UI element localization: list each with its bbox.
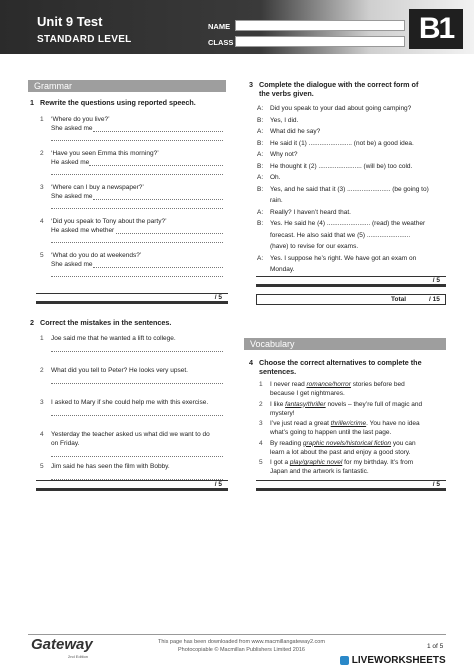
q1-answer-line[interactable] (89, 165, 223, 166)
q4-item-line-2: because I get nightmares. (270, 390, 345, 397)
q4-item-line-2: mystery! (270, 409, 295, 417)
gateway-logo: Gateway (31, 636, 93, 653)
class-label: CLASS (208, 38, 234, 47)
dialogue-line: Oh. (270, 174, 281, 181)
q2-answer-line[interactable] (51, 415, 223, 416)
q2-answer-line[interactable] (51, 383, 223, 384)
total-score: / 15 (429, 296, 440, 303)
dialogue-line: Yes. He said he (4) ........................ (read) the weather (270, 220, 426, 227)
total-label: Total (391, 296, 407, 303)
total-box (256, 294, 446, 305)
q4-item-number: 5 (259, 459, 263, 466)
q4-item-number: 1 (259, 381, 263, 388)
q1-item-question: ‘What do you do at weekends?’ (51, 252, 142, 259)
dialogue-line: Monday. (270, 266, 295, 273)
q4-instruction: Choose the correct alternatives to complete the (259, 358, 422, 367)
q4-item-text: stories before bed (350, 381, 405, 388)
name-field[interactable] (235, 20, 405, 31)
q1-item-prompt: She asked me (51, 193, 93, 200)
q1-item-prompt: He asked me whether (51, 227, 115, 234)
q1-answer-line[interactable] (93, 199, 223, 200)
q4-score: / 5 (256, 480, 446, 491)
q4-item-line-2: Japan and the artwork is fantastic. (270, 468, 369, 475)
q1-instruction: Rewrite the questions using reported speech. (40, 98, 196, 107)
q2-item-number: 2 (40, 367, 44, 374)
page-number: 1 of 5 (427, 643, 444, 650)
q4-alternatives[interactable]: play/graphic novel (289, 459, 343, 466)
q4-item-text: . You have no idea (366, 420, 420, 427)
q2-item-number: 3 (40, 399, 44, 406)
q1-item-prompt: She asked me (51, 125, 93, 132)
q3-instruction: Complete the dialogue with the correct form of (259, 80, 419, 89)
q1-item-number: 4 (40, 218, 44, 225)
q2-instruction: Correct the mistakes in the sentences. (40, 318, 172, 327)
q2-item-sentence-2: on Friday. (51, 440, 80, 447)
q4-alternatives[interactable]: thriller/crime (330, 420, 367, 427)
q2-item-sentence: I asked to Mary if she could help me with this exercise. (51, 399, 209, 406)
q4-item-number: 3 (259, 420, 263, 427)
q1-answer-line[interactable] (51, 242, 223, 243)
q4-item-text: By reading (270, 439, 303, 447)
dialogue-line: (have) to revise for our exams. (270, 243, 359, 250)
liveworksheets-icon (340, 656, 349, 665)
unit-title: Unit 9 Test (37, 14, 103, 29)
q2-score: / 5 (36, 480, 228, 491)
q2-item-number: 5 (40, 463, 44, 470)
q1-item-prompt: She asked me (51, 261, 93, 268)
q1-number: 1 (30, 98, 34, 107)
q4-item-text: for my birthday. It’s from (342, 459, 414, 466)
q2-number: 2 (30, 318, 34, 327)
dialogue-speaker: B: (257, 116, 264, 124)
dialogue-speaker: B: (257, 185, 264, 193)
q3-number: 3 (249, 80, 253, 89)
q3-score: / 5 (256, 276, 446, 287)
q2-item-sentence: Yesterday the teacher asked us what did we want to do (51, 431, 210, 438)
q1-score: / 5 (36, 293, 228, 304)
edition-label: 2nd Edition (68, 654, 89, 659)
q1-answer-line[interactable] (93, 267, 223, 268)
q1-item-prompt: He asked me (51, 159, 90, 166)
liveworksheets-brand (340, 654, 462, 668)
q4-item-text: novels – they’re full of magic and (325, 400, 423, 408)
q4-item-number: 2 (259, 400, 263, 408)
q4-number: 4 (249, 358, 253, 367)
dialogue-line: rain. (270, 197, 283, 204)
q4-alternatives[interactable]: romance/horror (306, 381, 351, 388)
q4-item-text: I never read (270, 381, 307, 388)
dialogue-line: forecast. He also said that we (5) ........................ (270, 231, 411, 239)
dialogue-speaker: A: (257, 254, 264, 262)
class-field[interactable] (235, 36, 405, 47)
dialogue-speaker: B: (257, 220, 264, 227)
q4-item-line-2: learn a lot about the past and enjoy a good story. (270, 448, 411, 456)
q4-item-line (270, 419, 420, 428)
q4-alternatives[interactable]: graphic novels/historical fiction (302, 439, 392, 447)
q2-answer-line[interactable] (51, 351, 223, 352)
dialogue-line: What did he say? (270, 128, 321, 135)
q1-item-question: ‘Did you speak to Tony about the party?’ (51, 218, 167, 225)
q4-item-line-2: what’s going to happen until the last page. (270, 429, 392, 436)
footer-download-text: This page has been downloaded from www.macmillangateway2.com (158, 639, 325, 645)
q2-item-sentence: Joe said me that he wanted a lift to college. (51, 335, 176, 342)
footer-divider (28, 634, 446, 635)
level-label: STANDARD LEVEL (37, 34, 132, 45)
q4-item-line (270, 380, 405, 389)
q3-instruction-2: the verbs given. (259, 89, 314, 98)
liveworksheets-text: LIVEWORKSHEETS (351, 655, 446, 666)
dialogue-line: Why not? (270, 151, 298, 158)
dialogue-line: Yes. I suppose he’s right. We have got an exam on (270, 254, 417, 262)
dialogue-line: Yes, I did. (270, 116, 299, 124)
vocabulary-section-header: Vocabulary (244, 338, 446, 350)
q1-answer-line[interactable] (51, 276, 223, 277)
q4-item-line (270, 400, 422, 409)
footer-copyright: Photocopiable © Macmillan Publishers Limited 2016 (178, 647, 305, 653)
dialogue-line: He said it (1) ........................ (not be) a good idea. (270, 139, 414, 147)
dialogue-speaker: A: (257, 151, 264, 158)
q1-item-number: 1 (40, 116, 44, 123)
q1-item-question: ‘Where do you live?’ (51, 116, 110, 123)
q2-item-number: 4 (40, 431, 44, 438)
q4-alternatives[interactable]: fantasy/thriller (285, 400, 326, 408)
name-label: NAME (208, 22, 231, 31)
dialogue-speaker: A: (257, 105, 264, 112)
q1-item-number: 3 (40, 184, 44, 191)
q4-item-number: 4 (259, 439, 263, 447)
dialogue-line: Really? I haven’t heard that. (270, 208, 351, 216)
q1-item-number: 2 (40, 150, 44, 157)
q4-instruction-2: sentences. (259, 367, 297, 376)
level-badge: B1 (409, 9, 463, 49)
dialogue-line: Yes, and he said that it (3) ........................ (be going to) (270, 185, 429, 193)
q4-item-text: I like (270, 400, 286, 408)
grammar-section-header: Grammar (28, 80, 226, 92)
dialogue-speaker: A: (257, 128, 264, 135)
q1-answer-line[interactable] (116, 233, 223, 234)
q1-item-question: ‘Where can I buy a newspaper?’ (51, 184, 144, 191)
q4-item-text: you can (391, 439, 416, 447)
q4-item-text: I got a (270, 459, 290, 466)
dialogue-speaker: A: (257, 174, 264, 181)
q1-answer-line[interactable] (51, 208, 223, 209)
q2-item-sentence: What did you tell to Peter? He looks very upset. (51, 367, 188, 374)
q2-item-sentence: Jim said he has seen the film with Bobby. (51, 463, 170, 470)
q1-answer-line[interactable] (93, 131, 223, 132)
q4-item-line (270, 458, 413, 467)
dialogue-speaker: B: (257, 139, 264, 147)
dialogue-speaker: B: (257, 162, 264, 170)
q1-item-number: 5 (40, 252, 44, 259)
q1-item-question: ‘Have you seen Emma this morning?’ (51, 150, 159, 157)
q2-item-number: 1 (40, 335, 44, 342)
header-banner (0, 0, 474, 54)
q1-answer-line[interactable] (51, 174, 223, 175)
dialogue-line: Did you speak to your dad about going camping? (270, 105, 412, 112)
dialogue-speaker: A: (257, 208, 264, 216)
q4-item-text: I’ve just read a great (270, 420, 331, 427)
q2-answer-line[interactable] (51, 456, 223, 457)
q4-item-line (270, 439, 416, 448)
dialogue-line: He thought it (2) ........................ (will be) too cold. (270, 162, 413, 170)
q1-answer-line[interactable] (51, 140, 223, 141)
